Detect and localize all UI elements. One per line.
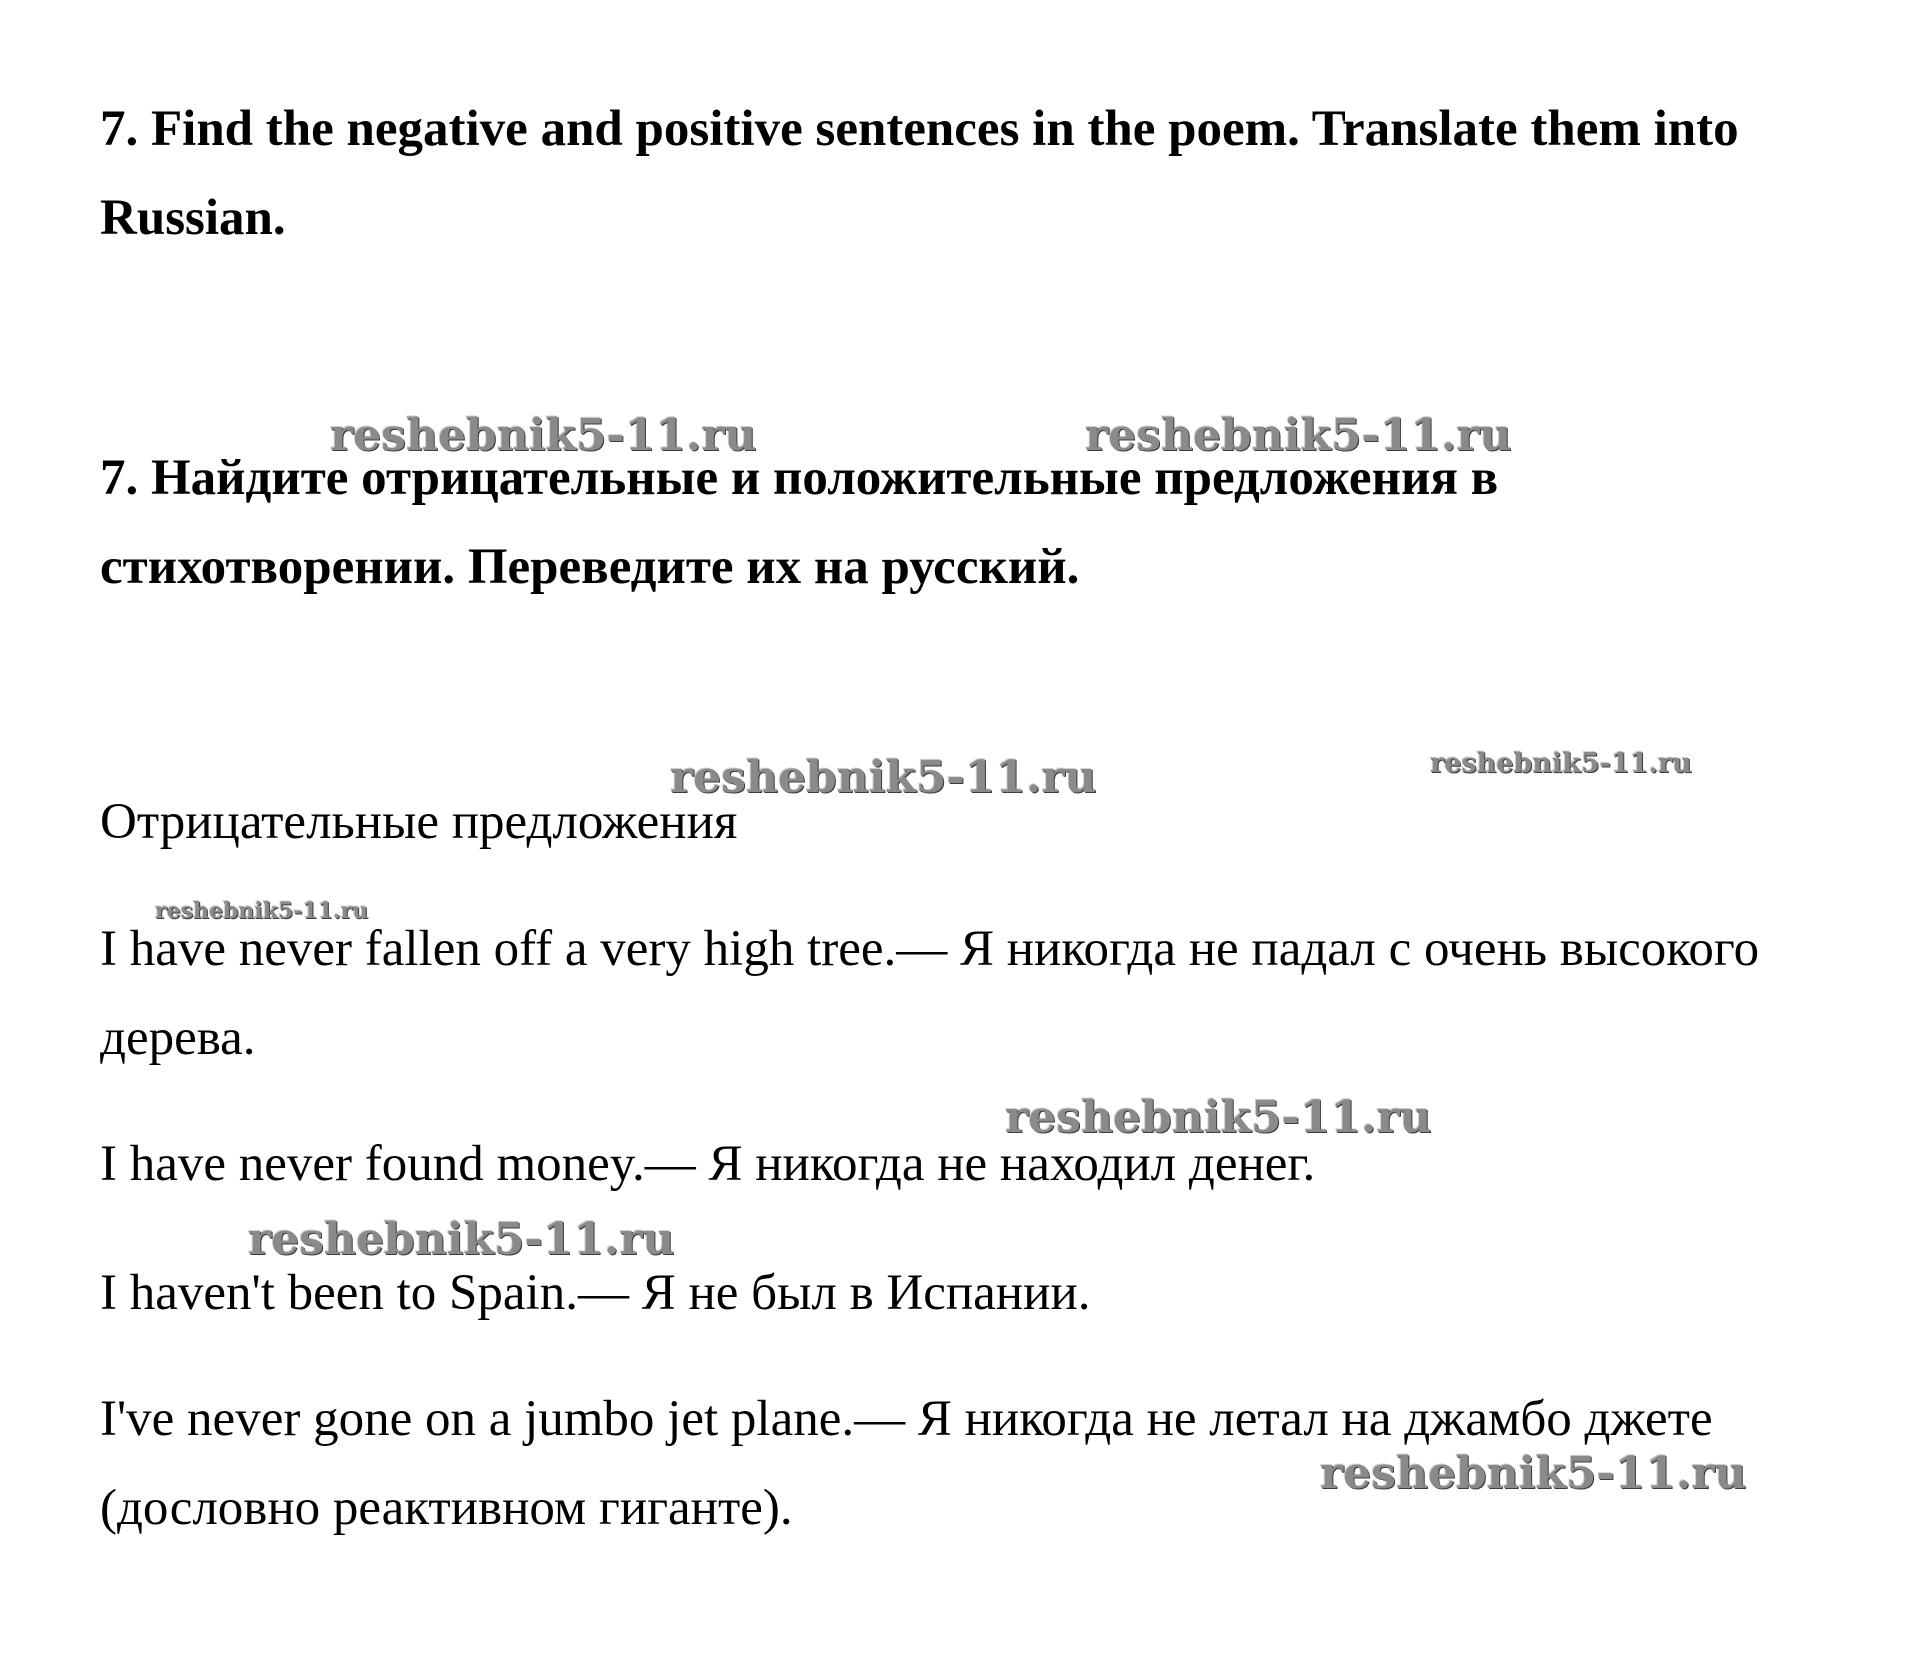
sentence-1: I have never fallen off a very high tree.— Я никогда не падал с очень высокого дерева. — [100, 921, 1760, 1066]
watermark: reshebnik5-11.ru — [1005, 1092, 1432, 1143]
sentence-3: I haven't been to Spain.— Я не был в Испании. — [100, 1265, 1091, 1321]
watermark: reshebnik5-11.ru — [670, 752, 1097, 803]
sentence-4: I've never gone on a jumbo jet plane.— Я никогда не летал на джамбо джете (дословно реактивном гиганте). — [100, 1391, 1713, 1536]
task-heading-russian: 7. Найдите отрицательные и положительные предложения в стихотворении. Переведите их на русский. — [100, 450, 1499, 595]
watermark: reshebnik5-11.ru — [1430, 748, 1692, 779]
task-heading-english: 7. Find the negative and positive sentences in the poem. Translate them into Russian. — [100, 101, 1739, 246]
sentence-2: I have never found money.— Я никогда не находил денег. — [100, 1136, 1316, 1192]
watermark: reshebnik5-11.ru — [248, 1214, 675, 1265]
watermark: reshebnik5-11.ru — [330, 410, 757, 461]
watermark: reshebnik5-11.ru — [1085, 410, 1512, 461]
watermark: reshebnik5-11.ru — [1320, 1448, 1747, 1499]
watermark: reshebnik5-11.ru — [155, 898, 369, 924]
section-label-negative: Отрицательные предложения — [100, 794, 738, 850]
